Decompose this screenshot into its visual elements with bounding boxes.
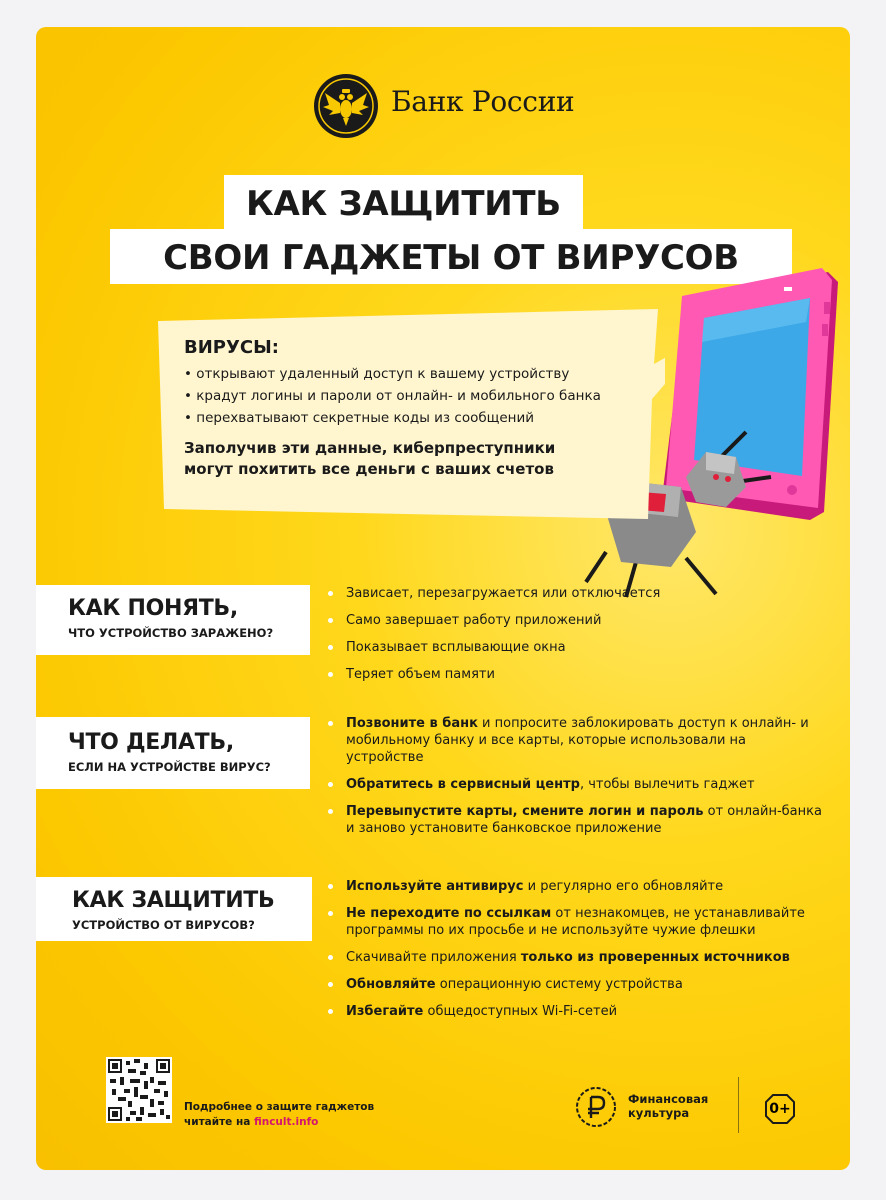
viruses-block [184,337,634,480]
footer-line-1: Подробнее о защите гаджетов [184,1101,375,1113]
divider [738,1077,739,1133]
section-subheading: УСТРОЙСТВО ОТ ВИРУСОВ? [72,918,255,932]
list-item: • перехватывают секретные коды из сообщений [184,410,535,426]
list-item: Избегайте общедоступных Wi-Fi-сетей [346,1003,826,1020]
list-item: Теряет объем памяти [346,666,826,683]
list-item: Зависает, перезагружается или отключается [346,585,826,602]
list-item: Обновляйте операционную систему устройства [346,976,826,993]
eagle-emblem-icon [311,71,381,141]
list-item: Не переходите по ссылкам от незнакомцев, не устанавливайте программы по их просьбе и не используйте чужие флешки [346,905,826,939]
list-item: Позвоните в банк и попросите заблокировать доступ к онлайн- и мобильному банку и все карты, которые использовали на устройстве [346,715,826,766]
list-item: Обратитесь в сервисный центр, чтобы вылечить гаджет [346,776,826,793]
age-rating-badge [764,1093,796,1125]
warning-line-2: могут похитить все деньги с ваших счетов [184,460,554,478]
section-heading: КАК ПОНЯТЬ, [68,596,238,621]
what-to-do-list [346,715,826,847]
footer-info [184,1100,374,1130]
qr-code[interactable] [106,1057,172,1123]
ruble-icon [574,1085,618,1129]
section-infection-heading [36,585,310,655]
section-heading: КАК ЗАЩИТИТЬ [72,888,275,913]
list-item: Показывает всплывающие окна [346,639,826,656]
financial-culture-logo [574,1083,834,1139]
title-line-2: СВОИ ГАДЖЕТЫ ОТ ВИРУСОВ [110,229,792,284]
list-item: Используйте антивирус и регулярно его обновляйте [346,878,826,895]
warning-line-1: Заполучив эти данные, киберпреступники [184,439,556,457]
warning-text [184,438,634,480]
poster [36,27,850,1170]
financial-culture-text: Финансовая культура [628,1092,709,1120]
list-item: Само завершает работу приложений [346,612,826,629]
list-item: Перевыпустите карты, смените логин и пароль от онлайн-банка и заново установите банковское приложение [346,803,826,837]
list-item: Скачивайте приложения только из проверенных источников [346,949,826,966]
fincult-link[interactable]: fincult.info [253,1116,319,1128]
age-rating-text: 0+ [769,1101,791,1117]
footer-line-2: читайте на fincult.info [184,1116,319,1128]
bank-logo [311,71,581,141]
section-subheading: ЧТО УСТРОЙСТВО ЗАРАЖЕНО? [68,626,274,640]
title-line-1: КАК ЗАЩИТИТЬ [224,175,583,229]
viruses-heading: ВИРУСЫ: [184,337,279,358]
section-protect-heading [36,877,312,941]
bank-name: Банк России [391,85,575,118]
protect-list [346,878,826,1030]
infection-signs-list [346,585,826,693]
viruses-list [184,366,634,426]
section-subheading: ЕСЛИ НА УСТРОЙСТВЕ ВИРУС? [68,760,271,774]
section-what-to-do-heading [36,717,310,789]
section-heading: ЧТО ДЕЛАТЬ, [68,730,234,755]
list-item: • открывают удаленный доступ к вашему устройству [184,366,570,382]
list-item: • крадут логины и пароли от онлайн- и мобильного банка [184,388,601,404]
